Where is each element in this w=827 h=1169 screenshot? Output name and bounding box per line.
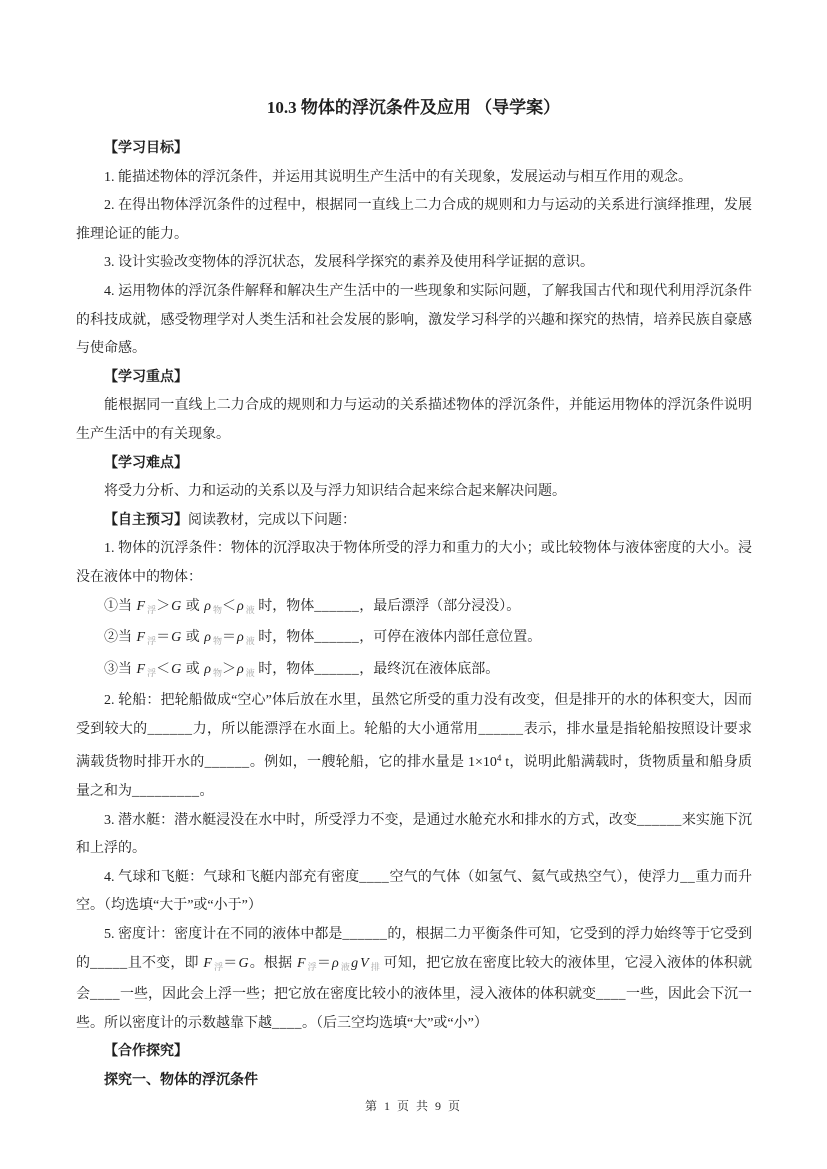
math-variable: F $_浮$ — [136, 630, 157, 647]
preview-item-3-submarine — [76, 807, 752, 864]
text-run: 可知，把它放在密度比较大的液体里，它浸入液体的体积就会 — [76, 955, 752, 1003]
text-run: 阅读教材，完成以下问题： — [188, 512, 356, 528]
math-variable: g — [351, 955, 359, 971]
math-subscript: 浮 — [213, 961, 224, 972]
text-run: ③当 — [104, 661, 136, 677]
fill-in-blank: ____ — [90, 987, 120, 1003]
text-run: 力，所以能漂浮在水面上。轮船的大小通常用 — [192, 721, 479, 737]
key-points-text — [76, 392, 752, 449]
text-run: ①当 — [104, 598, 136, 614]
text-run: ＝ — [223, 955, 238, 971]
text-run: 。例如，一艘轮船，它的排水量是 1×10 — [249, 755, 497, 771]
fill-in-blank: ____ — [596, 987, 626, 1003]
preview-item-2-ship — [76, 687, 752, 806]
text-run: 。（后三空均选填“大”或“小”） — [302, 1015, 488, 1031]
math-subscript: 物 — [212, 667, 222, 678]
fill-in-blank: ______ — [314, 630, 360, 646]
math-subscript: 液 — [245, 604, 255, 615]
text-run: ＜ — [156, 661, 171, 677]
text-run: 【自主预习】 — [104, 512, 188, 528]
difficulties-text — [76, 478, 752, 507]
fill-in-blank: ______ — [204, 755, 250, 771]
preview-item-5-hydrometer — [76, 921, 752, 1038]
fill-in-blank: _____ — [90, 955, 128, 971]
math-variable: V $_排$ — [360, 955, 380, 972]
page-title: 10.3 物体的浮沉条件及应用 （导学案） — [266, 98, 561, 117]
text-run: 或 — [182, 598, 204, 614]
goal-1 — [76, 164, 752, 193]
math-variable: F $_浮$ — [136, 661, 157, 678]
math-subscript: 液 — [245, 636, 255, 647]
text-run: ，最终沉在液体底部。 — [359, 661, 500, 677]
inquiry-1-heading — [76, 1067, 752, 1096]
text-run: 4. 运用物体的浮沉条件解释和解决生产生活中的一些现象和实际问题，了解我国古代和现代利用浮沉条件的科技成就，感受物理学对人类生活和社会发展的影响，激发学习科学的兴趣和探究的热情，培养民族自豪感与使命感。 — [76, 283, 752, 357]
math-variable: ρ $_物$ — [204, 598, 222, 615]
text-run: 重力而升空。（均选填“大于”或“小于”） — [76, 869, 753, 914]
math-subscript: 排 — [370, 961, 380, 972]
goal-3 — [76, 249, 752, 278]
text-run: 时，物体 — [254, 598, 315, 614]
text-run: 3. 设计实验改变物体的浮沉状态，发展科学探究的素养及使用科学证据的意识。 — [104, 255, 594, 271]
math-variable: ρ $_物$ — [204, 630, 222, 647]
condition-suspend — [76, 624, 752, 656]
text-run: 1. 能描述物体的浮沉条件，并运用其说明生产生活中的有关现象，发展运动与相互作用的观念。 — [104, 169, 692, 185]
text-run: ，最后漂浮（部分浸没）。 — [359, 598, 521, 614]
math-subscript: 物 — [212, 604, 222, 615]
fill-in-blank: ______ — [342, 927, 388, 943]
math-variable: ρ $_液$ — [236, 661, 255, 678]
math-subscript: 浮 — [307, 961, 317, 972]
text-run: 且不变，即 — [127, 955, 203, 971]
condition-sink — [76, 656, 752, 688]
math-subscript: 浮 — [147, 636, 157, 647]
text-run: 的，根据二力平衡条件可知，它受到的浮力始终等于它受到的 — [76, 927, 753, 971]
text-run: 5. 密度计：密度计在不同的液体中都是 — [104, 927, 343, 943]
math-variable: G — [171, 630, 182, 646]
text-run: ＝ — [316, 955, 332, 971]
text-run: ②当 — [104, 630, 136, 646]
math-variable: ρ $_液$ — [236, 598, 255, 615]
math-subscript: 液 — [340, 961, 351, 972]
text-run: 。 — [199, 784, 214, 800]
math-subscript: 浮 — [147, 604, 157, 615]
goal-2 — [76, 192, 752, 249]
text-run: 或 — [182, 630, 204, 646]
text-run: ＜ — [221, 598, 236, 614]
text-run: 将受力分析、力和运动的关系以及与浮力知识结合起来综合起来解决问题。 — [104, 484, 566, 500]
fill-in-blank: ______ — [314, 598, 360, 614]
text-run: 一些，因此会上浮一些；把它放在密度比较小的液体里，浸入液体的体积就变 — [120, 987, 596, 1003]
math-variable: ρ $_液$ — [236, 630, 255, 647]
text-run: ＞ — [221, 661, 236, 677]
text-run: 【学习重点】 — [104, 369, 188, 385]
text-run: 【合作探究】 — [104, 1044, 188, 1060]
text-run: 探究一、物体的浮沉条件 — [104, 1073, 258, 1088]
text-run: 【学习目标】 — [104, 141, 188, 156]
self-study-intro — [76, 507, 752, 536]
text-run: t，说明此船满载时，货物质量和船身质量之和为 — [76, 755, 753, 800]
math-variable: G — [171, 661, 182, 677]
math-subscript: 液 — [245, 667, 255, 678]
fill-in-blank: ____ — [272, 1015, 302, 1031]
math-variable: G — [238, 955, 249, 971]
condition-float — [76, 593, 752, 625]
text-run: ，可停在液体内部任意位置。 — [359, 630, 542, 646]
math-subscript: 物 — [212, 636, 222, 647]
fill-in-blank: ______ — [314, 661, 360, 677]
math-variable: F $_浮$ — [296, 955, 317, 972]
difficulties-heading — [76, 450, 752, 479]
text-run: ＝ — [221, 630, 236, 646]
math-variable: F $_浮$ — [136, 598, 157, 615]
page-footer: 第 1 页 共 9 页 — [364, 1099, 462, 1113]
math-variable: G — [171, 598, 182, 614]
text-run: 4. 气球和飞艇：气球和飞艇内部充有密度 — [104, 869, 360, 885]
text-run: ＞ — [156, 598, 171, 614]
fill-in-blank: __ — [680, 869, 696, 885]
text-run: 2. 轮船：把轮船做成“空心”体后放在水里，虽然它所受的重力没有改变，但是排开的水的体积变大，因而受到较大的 — [76, 693, 752, 737]
math-subscript: 浮 — [147, 667, 157, 678]
fill-in-blank: ______ — [147, 721, 193, 737]
text-run: 【学习难点】 — [104, 455, 188, 471]
text-run: 1. 物体的沉浮条件：物体的沉浮取决于物体所受的浮力和重力的大小；或比较物体与液体密度的大小。浸没在液体中的物体： — [76, 541, 752, 585]
fill-in-blank: _________ — [132, 784, 200, 800]
text-run: 空气的气体（如氢气、氦气或热空气），使浮力 — [389, 869, 681, 885]
goal-4 — [76, 278, 752, 364]
preview-item-1 — [76, 535, 752, 592]
superscript: 4 — [496, 753, 502, 764]
math-variable: ρ $_物$ — [204, 661, 222, 678]
text-run: 表示，排水量是指轮船按照设计要求满载货物时排开水的 — [76, 721, 753, 771]
text-run: 2. 在得出物体浮沉条件的过程中，根据同一直线上二力合成的规则和力与运动的关系进行演绎推理，发展推理论证的能力。 — [76, 198, 752, 242]
text-run: 或 — [182, 661, 204, 677]
text-run: 来实施下沉和上浮的。 — [76, 812, 753, 857]
fill-in-blank: ______ — [636, 812, 682, 828]
math-variable: ρ $_液$ — [332, 955, 351, 972]
text-run: 。根据 — [249, 955, 296, 971]
learning-goals-heading — [76, 135, 752, 164]
text-run: 时，物体 — [254, 661, 315, 677]
text-run: 3. 潜水艇：潜水艇浸没在水中时，所受浮力不变，是通过水舱充水和排水的方式，改变 — [104, 812, 637, 828]
math-variable: F $_浮$ — [203, 955, 224, 972]
document-body — [76, 135, 752, 1096]
text-run: 时，物体 — [254, 630, 315, 646]
key-points-heading — [76, 364, 752, 393]
text-run: 一些，因此会下沉一些。所以密度计的示数越靠下越 — [76, 987, 752, 1031]
preview-item-4-balloon — [76, 864, 752, 921]
text-run: ＝ — [156, 630, 171, 646]
cooperative-inquiry-heading — [76, 1038, 752, 1067]
fill-in-blank: ____ — [359, 869, 390, 885]
fill-in-blank: ______ — [478, 721, 524, 737]
text-run: 能根据同一直线上二力合成的规则和力与运动的关系描述物体的浮沉条件，并能运用物体的浮沉条件说明生产生活中的有关现象。 — [76, 398, 752, 442]
